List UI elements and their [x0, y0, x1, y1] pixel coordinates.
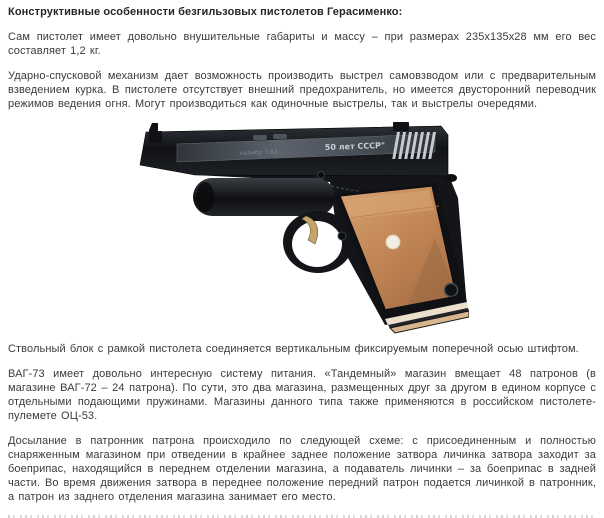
paragraph-feeding-scheme: Досылание в патронник патрона происходило по следующей схеме: с присоединенным и полностью снаряженным магазином при отведении в крайнее заднее положение затвора личинка затвора заходит за боеприпас, находящийся в переднем отделении магазина, а подаватель личинки – за боеприпас в задней части. Во время движения затвора в переднее положение передний патрон подается личинкой в патронник, а патрон из заднего отделения магазина занимает его место. — [8, 435, 596, 503]
grip-screw — [445, 284, 458, 297]
pistol-illustration — [135, 118, 469, 334]
muzzle-face — [196, 182, 214, 212]
frame-pin — [338, 232, 346, 240]
slide-vent-cut — [253, 135, 267, 140]
paragraph-magazine: ВАГ-73 имеет довольно интересную систему питания. «Тандемный» магазин вмещает 48 патронов (в магазине ВАГ-72 – 24 патрона). По сути, это два магазина, размещенных друг за другом в едином корпусе с отдельными подающими пружинами. Магазины данного типа также применяются в российском пистолете-пулемете ОЦ-53. — [8, 368, 596, 422]
pistol-photo — [8, 118, 596, 334]
slide-engraving-text: 50 лет СССР" — [324, 140, 386, 153]
paragraph-trigger-mechanism: Ударно-спусковой механизм дает возможность производить выстрел самовзводом или с предварительным взведением курка. В пистолете отсутствует внешний предохранитель, но имеется двусторонний переводчик режимов ведения огня. Могут производиться как одиночные выстрелы, так и выстрелы очередями. — [8, 70, 596, 110]
paragraph-barrel-block: Ствольный блок с рамкой пистолета соединяется вертикальным фиксируемым поперечной осью штифтом. — [8, 343, 579, 355]
frame-pin — [318, 172, 325, 179]
article-heading: Конструктивные особенности безгильзовых пистолетов Герасименко: — [8, 6, 403, 18]
hammer — [445, 174, 457, 182]
barrel-block — [193, 178, 335, 216]
slide-engraving-left-text: калибр 7,62 — [239, 148, 278, 157]
slide-vent-cut — [273, 134, 287, 139]
trigger-guard — [283, 211, 353, 273]
paragraph-dimensions: Сам пистолет имеет довольно внушительные габариты и массу – при размерах 235х135х28 мм его вес составляет 1,2 кг. — [8, 31, 596, 57]
grip-medallion — [386, 235, 400, 249]
rear-sight — [393, 122, 409, 131]
front-sight — [149, 123, 162, 143]
